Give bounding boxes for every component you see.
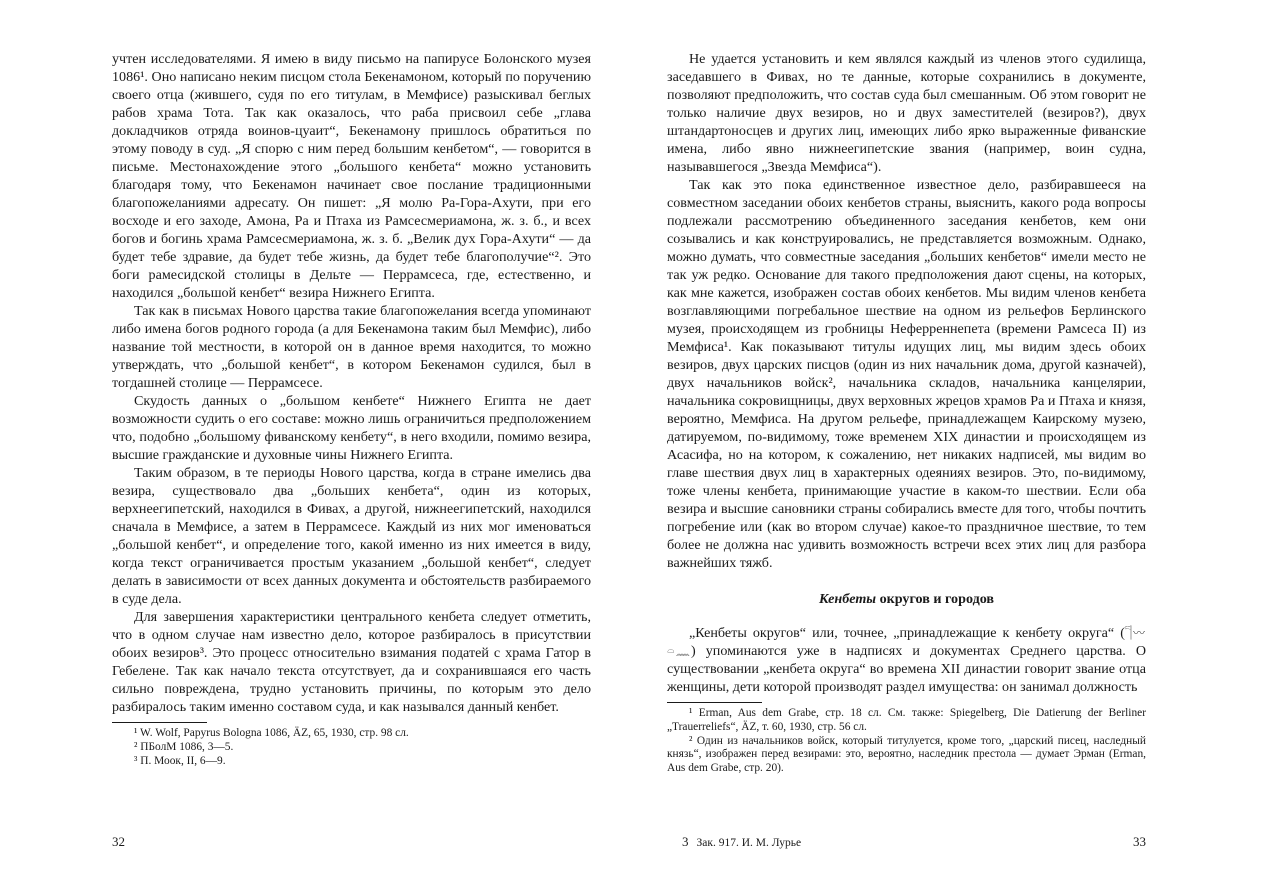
heading-rest: округов и городов: [876, 591, 995, 607]
paragraph: Не удается установить и кем являлся каждый из членов этого судилища, заседавшего в Фивах, но те данные, которые сохранились в документе, позволяют предположить, что состав суда был смешанным. Об этом говорит не только наличие двух везиров, но и двух заместителей (везиров?), двух штандартоносцев и других лиц, имеющих либо ярко выраженные фиванские имена, либо явно нижнеегипетские звания (например, воин судна, называвшегося „Звезда Мемфиса“).: [667, 51, 1146, 175]
left-footnotes: [112, 727, 591, 768]
footnote: ¹ W. Wolf, Papyrus Bologna 1086, ÄZ, 65, 1930, стр. 98 сл.: [134, 727, 409, 739]
page-number-left: 32: [112, 834, 125, 849]
footnote: ³ П. Моок, II, 6—9.: [134, 754, 226, 767]
printer-signature: [682, 834, 801, 850]
paragraph: Скудость данных о „большом кенбете“ Нижнего Египта не дает возможности судить о его составе: можно лишь ограничиться предположением что, подобно „большому фиванскому кенбету“, в него входили, помимо везира, высшие гражданские и духовные чины Нижнего Египта.: [112, 393, 591, 463]
signature-number: 3: [682, 834, 689, 849]
signature-text: Зак. 917. И. М. Лурье: [696, 837, 802, 849]
paragraph: Таким образом, в те периоды Нового царства, когда в стране имелись два везира, существовало два „больших кенбета“, один из которых, верхнеегипетский, находился в Фивах, а другой, нижнеегипетский, находился сначала в Мемфисе, а затем в Перрамсесе. Каждый из них мог именоваться „большой кенбет“, и определение того, какой именно из них имеется в виду, когда текст ограничивается простым указанием „большой кенбет“, следует делать в зависимости от всех данных документа и обстоятельств разбираемого в суде дела.: [112, 465, 591, 607]
paragraph: [667, 624, 1146, 696]
right-footnotes: [667, 707, 1146, 776]
right-page: [667, 0, 1146, 893]
footnote: ¹ Erman, Aus dem Grabe, стр. 18 сл. См. также: Spiegelberg, Die Datierung der Berliner „Trauerreliefs“, ÄZ, т. 60, 1930, стр. 56 сл.: [667, 707, 1146, 733]
left-page: [112, 0, 591, 893]
footnote-rule: [112, 722, 207, 723]
paragraph-start: „Кенбеты округов“ или, точнее, „принадлежащие к кенбету округа“ (: [689, 625, 1125, 641]
footnote-rule: [667, 702, 762, 703]
paragraph: учтен исследователями. Я имею в виду письмо на папирусе Болонского музея 1086¹. Оно написано неким писцом стола Бекенамоном, который по поручению своего отца (жившего, судя по его титулам, в Мемфисе) разыскивал беглых рабов храма Тота. Так как оказалось, что раба присвоил себе „глава докладчиков отряда воинов-цуаит“, Бекенамону пришлось обратиться по этому поводу в суд. „Я спорю с ним перед большим кенбетом“, — говорится в письме. Местонахождение этого „большого кенбета“ можно установить благодаря тому, что Бекенамон начинает свое послание традиционными благопожеланиями адресату. Он пишет: „Я молю Ра-Гора-Ахути, при его восходе и его заходе, Амона, Ра и Птаха из Рамсесмериамона, ж. з. б., и всех богов и богинь храма Рамсесмериамона, ж. з. б. „Велик дух Гора-Ахути“ — да будет тебе здравие, да будет тебе жизнь, да будет тебе благополучие“². Это боги рамесидской столицы в Дельте — Перрамсеса, где, естественно, и находился „большой кенбет“ везира Нижнего Египта.: [112, 51, 591, 301]
right-body-text: [667, 50, 1146, 776]
heading-italic: Кенбеты: [818, 591, 877, 607]
hieroglyph-inline: 𓊹〰𓏏𓈖: [667, 626, 1146, 658]
footnote: ² Один из начальников войск, который титулуется, кроме того, „царский писец, наследный князь“, изображен перед везирами: это, вероятно, наследник престола — думает Эрман (Erman, Aus dem Grabe, стр. 20).: [667, 734, 1146, 775]
section-heading: [667, 590, 1146, 608]
paragraph: Для завершения характеристики центрального кенбета следует отметить, что в одном случае нам известно дело, которое разбиралось в присутствии обоих везиров³. Это процесс относительно взимания податей с храма Гатор в Гебелене. Так как начало текста отсутствует, да и сохранившаяся его часть сильно повреждена, трудно установить причины, по которым это дело разбиралось таким именно составом суда, и как назывался данный кенбет.: [112, 609, 591, 715]
left-body-text: [112, 50, 591, 768]
paragraph: Так как это пока единственное известное дело, разбиравшееся на совместном заседании обоих кенбетов страны, выяснить, какого рода вопросы подлежали рассмотрению объединенного заседания кенбетов, кем они созывались и как конструировались, не представляется возможным. Однако, можно думать, что совместные заседания „больших кенбетов“ имели место не так уж редко. Основание для такого предположения дают сцены, на которых, как мне кажется, изображен состав обоих кенбетов. Мы видим членов кенбета возглавляющими погребальное шествие на одном из рельефов Берлинского музея, происходящем из гробницы Неферреннепета (времени Рамсеса II) из Мемфиса¹. Как показывают титулы идущих лиц, мы видим здесь обоих везиров, двух царских писцов (один из них начальник дома, другой казначей), двух начальников войск², начальника складов, начальника канцелярии, начальника сокровищницы, двух верховных жрецов храмов Ра и Птаха и князя, вероятно, Мемфиса. На другом рельефе, принадлежащем Каирскому музею, датируемом, по-видимому, тоже временем XIX династии и происходящем из Асасифа, но на котором, к сожалению, нет никаких надписей, мы видим во главе шествия двух лиц в характерных одеяниях везиров. Это, по-видимому, тоже члены кенбета, принимающие участие в каком-то шествии. Если оба везира и высшие сановники страны собирались вместе для того, чтобы почтить погребение или (как во втором случае) какое-то праздничное шествие, то тем более не должна нас удивить возможность встречи всех этих лиц для разбора важнейших тяжб.: [667, 177, 1146, 571]
footnote: ² ПБолМ 1086, 3—5.: [134, 740, 234, 753]
paragraph-end: ) упоминаются уже в надписях и документах Среднего царства. О существовании „кенбета округа“ во времена XII династии говорит звание отца женщины, дети которой производят раздел имущества: он занимал должность: [667, 643, 1146, 695]
paragraph: Так как в письмах Нового царства такие благопожелания всегда упоминают либо имена богов родного города (а для Бекенамона таким был Мемфис), либо название той местности, в которой он в данное время находится, то можно утверждать, что „большой кенбет“, в котором Бекенамон судился, был в тогдашней столице — Перрамсесе.: [112, 303, 591, 391]
page-number-right: 33: [1133, 834, 1146, 849]
